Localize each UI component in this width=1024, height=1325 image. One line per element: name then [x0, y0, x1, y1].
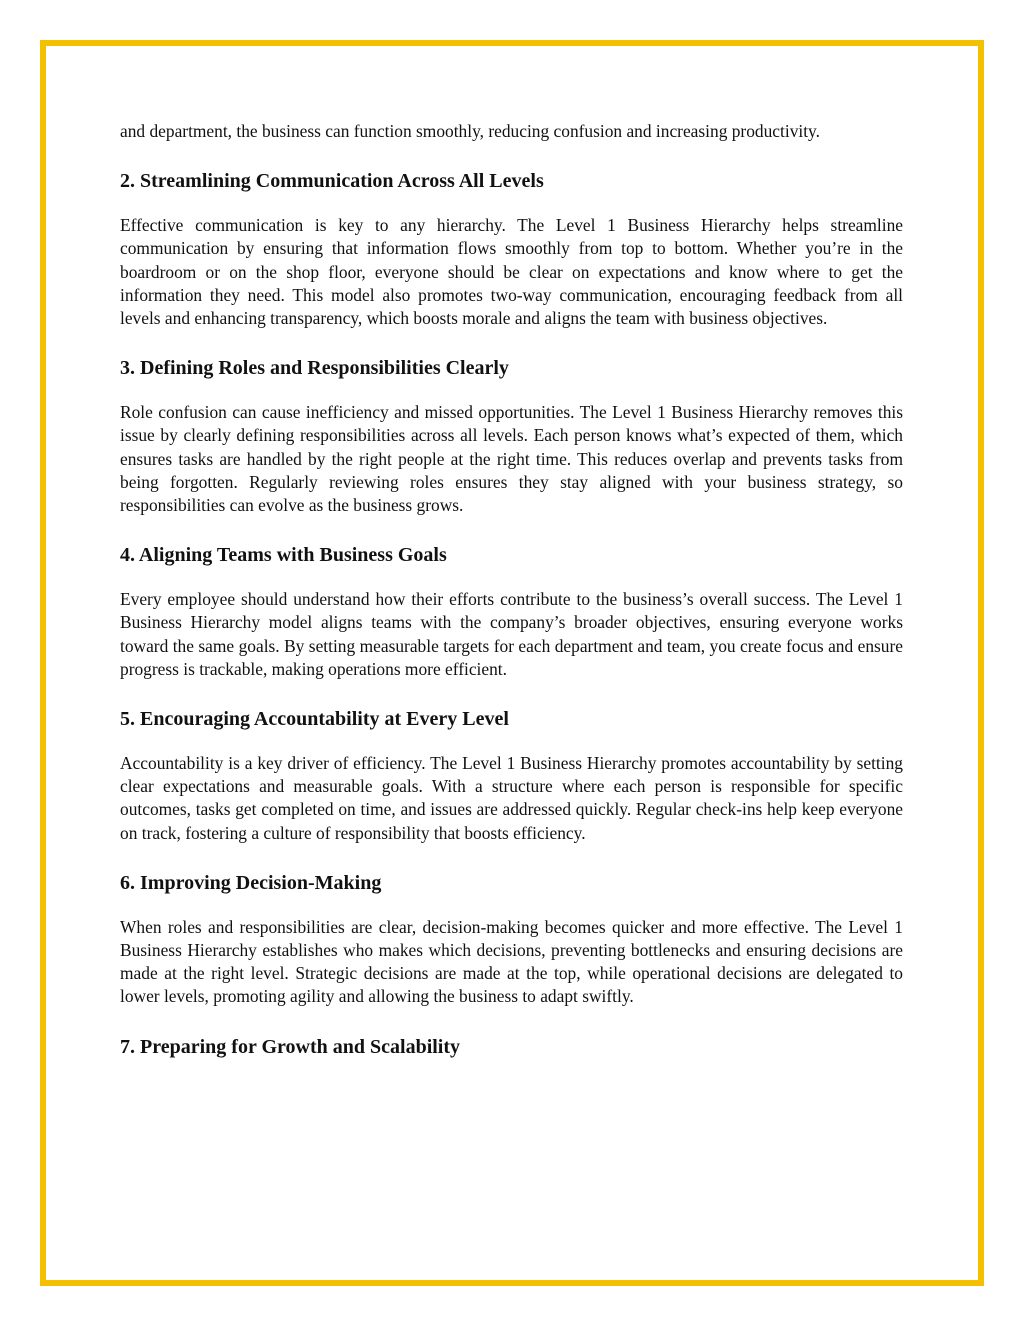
section-heading-growth: 7. Preparing for Growth and Scalability: [120, 1035, 461, 1058]
section-body-decision-making: When roles and responsibilities are clear, decision-making becomes quicker and more effective. The Level 1 Business Hierarchy establishes who makes which decisions, preventing bottlenecks and ensuring decisions are made at the right level. Strategic decisions are made at the top, while operational decisions are delegated to lower levels, promoting agility and allowing the business to adapt swiftly.: [120, 916, 903, 1007]
section-body-goals: Every employee should understand how their efforts contribute to the business’s overall success. The Level 1 Business Hierarchy model aligns teams with the company’s broader objectives, ensuring everyone works toward the same goals. By setting measurable targets for each department and team, you create focus and ensure progress is trackable, making operations more efficient.: [120, 589, 903, 679]
section-heading-communication: 2. Streamlining Communication Across All Levels: [120, 170, 544, 193]
section-body-communication: Effective communication is key to any hierarchy. The Level 1 Business Hierarchy helps streamline communication by ensuring that information flows smoothly from top to bottom. Whether you’re in the boardroom or on the shop floor, everyone should be clear on expectations and know where to get the information they need. This model also promotes two-way communication, encouraging feedback from all levels and enhancing transparency, which boosts morale and aligns the team with business objectives.: [120, 215, 903, 329]
intro-paragraph: and department, the business can function smoothly, reducing confusion and increasing productivity.: [120, 121, 820, 141]
section-body-accountability: Accountability is a key driver of efficiency. The Level 1 Business Hierarchy promotes accountability by setting clear expectations and measurable goals. With a structure where each person is responsible for specific outcomes, tasks get completed on time, and issues are addressed quickly. Regular check-ins help keep everyone on track, fostering a culture of responsibility that boosts efficiency.: [120, 753, 903, 843]
document-content: [120, 120, 903, 1060]
section-heading-roles: 3. Defining Roles and Responsibilities Clearly: [120, 357, 509, 380]
section-heading-goals: 4. Aligning Teams with Business Goals: [120, 544, 447, 567]
section-heading-decision-making: 6. Improving Decision-Making: [120, 871, 382, 894]
section-heading-accountability: 5. Encouraging Accountability at Every Level: [120, 708, 509, 731]
section-body-roles: Role confusion can cause inefficiency and missed opportunities. The Level 1 Business Hierarchy removes this issue by clearly defining responsibilities across all levels. Each person knows what’s expected of them, which ensures tasks are handled by the right people at the right time. This reduces overlap and prevents tasks from being forgotten. Regularly reviewing roles ensures they stay aligned with your business strategy, so responsibilities can evolve as the business grows.: [120, 402, 903, 516]
